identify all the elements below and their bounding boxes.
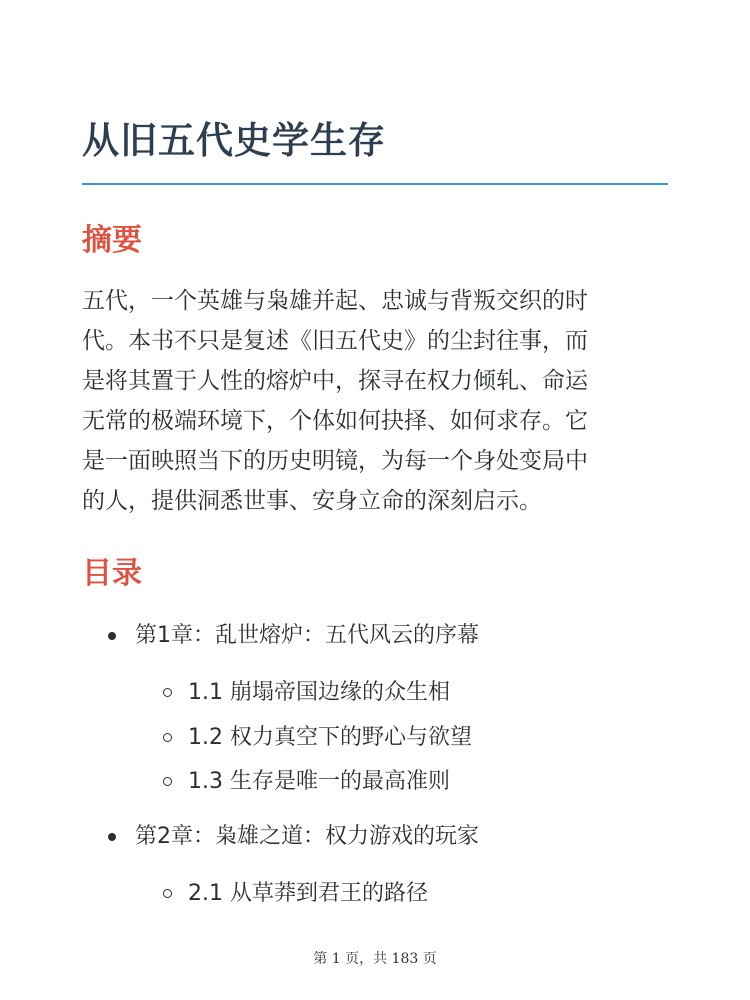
page-number: 第 1 页，共 183 页 [313, 951, 437, 967]
toc-chapter-2 [135, 820, 479, 854]
abstract-line: 是将其置于人性的熔炉中，探寻在权力倾轧、命运 [82, 368, 588, 394]
toc-section-1-2 [188, 721, 472, 755]
abstract-line: 无常的极端环境下，个体如何抉择、如何求存。它 [82, 408, 588, 434]
bullet-circle-icon [163, 777, 172, 786]
page-footer [0, 949, 750, 969]
toc-section-2-1 [188, 877, 428, 911]
abstract-line: 五代，一个英雄与枭雄并起、忠诚与背叛交织的时 [82, 288, 588, 314]
abstract-line: 是一面映照当下的历史明镜，为每一个身处变局中 [82, 448, 588, 474]
toc-chapter-label: 第2章：枭雄之道：权力游戏的玩家 [135, 824, 479, 849]
abstract-paragraph [82, 281, 672, 521]
toc-section-label: 1.1 崩塌帝国边缘的众生相 [188, 680, 450, 705]
toc-chapter-label: 第1章：乱世熔炉：五代风云的序幕 [135, 623, 479, 648]
document-title: 从旧五代史学生存 [82, 119, 386, 162]
toc-section-label: 2.1 从草莽到君王的路径 [188, 881, 428, 906]
abstract-line: 代。本书不只是复述《旧五代史》的尘封往事，而 [82, 328, 588, 354]
bullet-dot-icon [108, 833, 116, 841]
bullet-circle-icon [163, 889, 172, 898]
title-divider [82, 183, 668, 185]
toc-section-1-3 [188, 765, 450, 799]
abstract-line: 的人，提供洞悉世事、安身立命的深刻启示。 [82, 488, 542, 514]
toc-section-label: 1.3 生存是唯一的最高准则 [188, 769, 450, 794]
toc-section-label: 1.2 权力真空下的野心与欲望 [188, 725, 472, 750]
bullet-dot-icon [108, 632, 116, 640]
toc-section-1-1 [188, 676, 450, 710]
toc-heading: 目录 [82, 556, 142, 591]
abstract-heading: 摘要 [82, 223, 142, 258]
bullet-circle-icon [163, 733, 172, 742]
toc-chapter-1 [135, 619, 479, 653]
bullet-circle-icon [163, 688, 172, 697]
